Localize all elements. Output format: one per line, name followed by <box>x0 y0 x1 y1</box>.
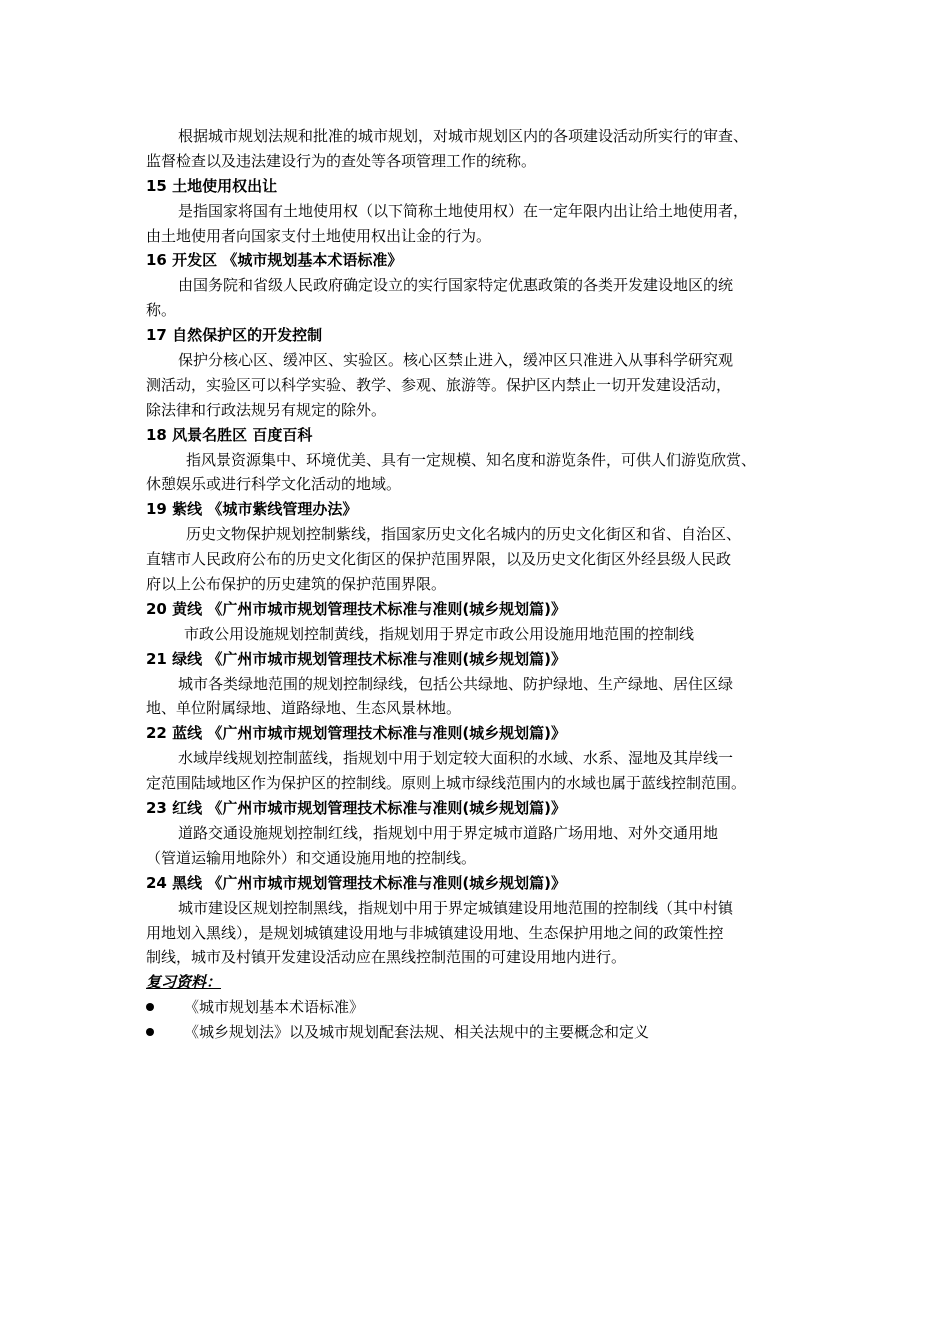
paragraph-line: 是指国家将国有土地使用权（以下简称土地使用权）在一定年限内出让给土地使用者， <box>178 201 749 220</box>
section-heading-16: 16 开发区 《城市规划基本术语标准》 <box>146 251 403 270</box>
paragraph-line: 历史文物保护规划控制紫线，指国家历史文化名城内的历史文化街区和省、自治区、 <box>186 525 742 544</box>
paragraph-line: 根据城市规划法规和批准的城市规划，对城市规划区内的各项建设活动所实行的审查、 <box>178 127 749 145</box>
paragraph-line: （管道运输用地除外）和交通设施用地的控制线。 <box>146 848 477 867</box>
paragraph-line: 除法律和行政法规另有规定的除外。 <box>146 400 387 419</box>
paragraph-line: 道路交通设施规划控制红线，指规划中用于界定城市道路广场用地、对外交通用地 <box>178 823 719 842</box>
paragraph-line: 测活动，实验区可以科学实验、教学、参观、旅游等。保护区内禁止一切开发建设活动， <box>146 375 732 394</box>
paragraph-line: 用地划入黑线），是规划城镇建设用地与非城镇建设用地、生态保护用地之间的政策性控 <box>146 923 724 942</box>
bullet-dot-icon <box>146 1003 154 1011</box>
section-heading-20: 20 黄线 《广州市城市规划管理技术标准与准则(城乡规划篇)》 <box>146 599 567 618</box>
paragraph-line: 保护分核心区、缓冲区、实验区。核心区禁止进入，缓冲区只准进入从事科学研究观 <box>178 351 734 370</box>
list-item <box>146 1020 818 1045</box>
section-heading-18: 18 风景名胜区 百度百科 <box>146 425 313 444</box>
paragraph-line: 城市各类绿地范围的规划控制绿线，包括公共绿地、防护绿地、生产绿地、居住区绿 <box>178 674 734 693</box>
review-materials-title: 复习资料： <box>146 973 222 992</box>
paragraph-line: 由土地使用者向国家支付土地使用权出让金的行为。 <box>146 226 492 245</box>
paragraph-line: 直辖市人民政府公布的历史文化街区的保护范围界限，以及历史文化街区外经县级人民政 <box>146 550 732 569</box>
paragraph-line: 由国务院和省级人民政府确定设立的实行国家特定优惠政策的各类开发建设地区的统 <box>178 276 734 295</box>
section-heading-24: 24 黑线 《广州市城市规划管理技术标准与准则(城乡规划篇)》 <box>146 873 567 892</box>
list-item <box>146 995 818 1020</box>
section-heading-15: 15 土地使用权出让 <box>146 176 278 195</box>
paragraph-line: 监督检查以及违法建设行为的查处等各项管理工作的统称。 <box>146 151 537 170</box>
paragraph-line: 定范围陆域地区作为保护区的控制线。原则上城市绿线范围内的水域也属于蓝线控制范围。 <box>146 774 747 793</box>
list-item-text: 《城市规划基本术语标准》 <box>184 998 365 1017</box>
section-heading-17: 17 自然保护区的开发控制 <box>146 326 323 345</box>
paragraph-line: 制线，城市及村镇开发建设活动应在黑线控制范围的可建设用地内进行。 <box>146 948 627 967</box>
bullet-dot-icon <box>146 1028 154 1036</box>
paragraph-line: 府以上公布保护的历史建筑的保护范围界限。 <box>146 575 447 594</box>
paragraph-line: 指风景资源集中、环境优美、具有一定规模、知名度和游览条件，可供人们游览欣赏、 <box>186 450 757 469</box>
list-item-text: 《城乡规划法》以及城市规划配套法规、相关法规中的主要概念和定义 <box>184 1023 650 1042</box>
section-heading-23: 23 红线 《广州市城市规划管理技术标准与准则(城乡规划篇)》 <box>146 799 567 818</box>
paragraph-line: 称。 <box>146 301 177 320</box>
paragraph-line: 休憩娱乐或进行科学文化活动的地域。 <box>146 475 402 494</box>
document-body <box>0 124 950 1045</box>
paragraph-line: 市政公用设施规划控制黄线，指规划用于界定市政公用设施用地范围的控制线 <box>184 624 695 643</box>
section-heading-19: 19 紫线 《城市紫线管理办法》 <box>146 500 358 519</box>
paragraph-line: 城市建设区规划控制黑线，指规划中用于界定城镇建设用地范围的控制线（其中村镇 <box>178 898 734 917</box>
paragraph-line: 地、单位附属绿地、道路绿地、生态风景林地。 <box>146 699 462 718</box>
paragraph-line: 水域岸线规划控制蓝线，指规划中用于划定较大面积的水域、水系、湿地及其岸线一 <box>178 749 734 768</box>
section-heading-21: 21 绿线 《广州市城市规划管理技术标准与准则(城乡规划篇)》 <box>146 649 567 668</box>
section-heading-22: 22 蓝线 《广州市城市规划管理技术标准与准则(城乡规划篇)》 <box>146 724 567 743</box>
